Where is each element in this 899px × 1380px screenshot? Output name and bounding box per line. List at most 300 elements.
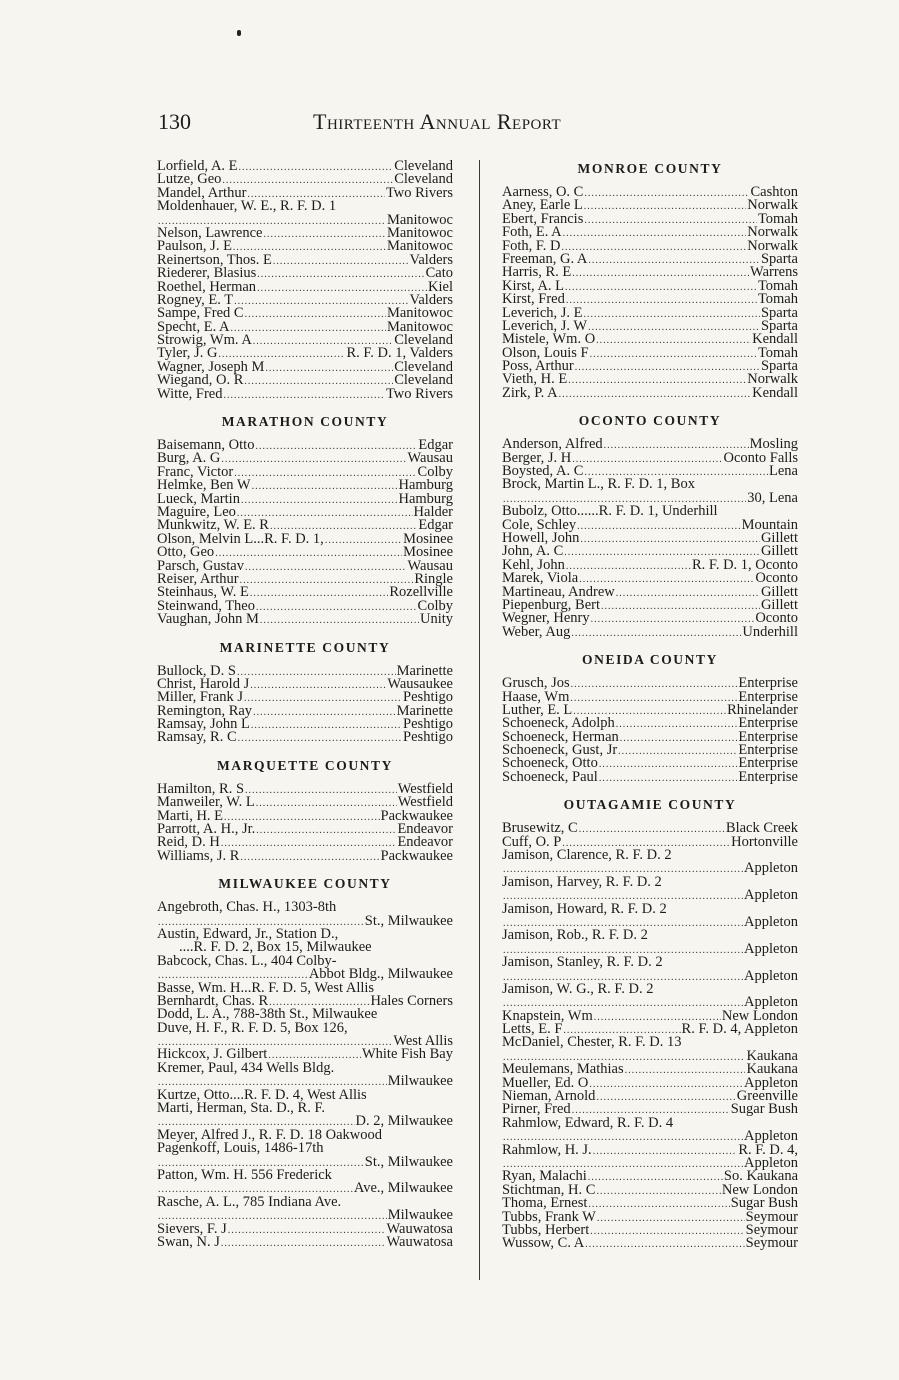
member-town: Kendall	[752, 331, 798, 348]
member-town: Enterprise	[738, 688, 798, 705]
member-town: Packwaukee	[380, 807, 453, 824]
member-town: Edgar	[418, 437, 453, 454]
member-name: Pirner, Fred	[502, 1101, 571, 1118]
leader-dots	[238, 732, 402, 745]
member-name: Leverich, J. E	[502, 304, 583, 321]
member-entry	[157, 847, 453, 864]
member-name: Knapstein, Wm	[502, 1007, 593, 1024]
leader-dots	[584, 308, 760, 321]
member-name: Stichtman, H. C	[502, 1181, 596, 1198]
member-town: Tomah	[757, 344, 798, 361]
county-section	[157, 413, 453, 626]
member-entry	[502, 768, 798, 785]
member-name: Steinwand, Theo	[157, 597, 255, 614]
member-town: Underhill	[742, 623, 798, 640]
member-name: Dodd, L. A., 788-38th St., Milwaukee	[157, 1006, 378, 1023]
member-town: D. 2, Milwaukee	[355, 1113, 453, 1130]
leader-dots	[244, 375, 393, 388]
member-town: Appleton	[744, 940, 798, 957]
leader-dots	[571, 627, 741, 640]
member-name: Reiser, Arthur	[157, 570, 239, 587]
member-name: Harris, R. E	[502, 264, 572, 281]
member-town: Mosinee	[403, 530, 453, 547]
member-name: Grusch, Jos	[502, 675, 570, 692]
member-town: Hamburg	[398, 490, 453, 507]
member-name: Specht, E. A	[157, 318, 230, 335]
leader-dots	[222, 174, 393, 187]
member-town: Valders	[409, 251, 453, 268]
leader-dots	[572, 267, 749, 280]
member-town: Appleton	[744, 1074, 798, 1091]
member-town: St., Milwaukee	[364, 1153, 453, 1170]
member-town: Norwalk	[747, 197, 798, 214]
member-town: Peshtigo	[403, 729, 453, 746]
member-town: Rozellville	[389, 584, 453, 601]
member-town: Tomah	[757, 210, 798, 227]
leader-dots	[221, 837, 397, 850]
member-name: Wegner, Henry	[502, 610, 590, 627]
member-town: New London	[721, 1181, 798, 1198]
county-heading: OUTAGAMIE COUNTY	[563, 797, 737, 813]
member-name: Meyer, Alfred J., R. F. D. 18 Oakwood	[157, 1126, 382, 1143]
member-name: Christ, Harold J	[157, 675, 250, 692]
member-name: Marti, Herman, Sta. D., R. F.	[157, 1100, 325, 1117]
member-town: Two Rivers	[385, 385, 453, 402]
member-town: Manitowoc	[386, 318, 453, 335]
leader-dots	[223, 389, 384, 402]
leader-dots	[559, 388, 752, 401]
leader-dots	[577, 520, 741, 533]
member-town: Halder	[413, 503, 453, 520]
member-name: Wussow, C. A	[502, 1235, 585, 1252]
member-name: Remington, Ray	[157, 702, 253, 719]
leader-dots	[234, 295, 408, 308]
member-name: Lorfield, A. E	[157, 158, 238, 174]
leader-dots	[252, 480, 398, 493]
member-name: Burg, A. G	[157, 450, 221, 467]
leader-dots	[599, 758, 738, 771]
member-town: Hortonville	[731, 833, 798, 850]
leader-dots	[245, 561, 406, 574]
member-name: Olson, Melvin L...R. F. D. 1,	[157, 530, 324, 547]
leader-dots	[591, 613, 755, 626]
member-name: Miller, Frank J	[157, 689, 244, 706]
member-name: Angebroth, Chas. H., 1303-8th	[157, 899, 337, 916]
member-town: Cleveland	[394, 358, 453, 375]
member-name: Schoeneck, Gust, Jr	[502, 742, 618, 759]
member-town: Wauwatosa	[386, 1220, 453, 1237]
member-town: Greenville	[736, 1088, 798, 1105]
leader-dots	[616, 587, 760, 600]
member-name: Otto, Geo	[157, 544, 215, 561]
member-town: Lena	[769, 463, 798, 480]
leader-dots	[584, 200, 746, 213]
member-entry	[502, 1237, 798, 1250]
leader-dots	[228, 1224, 386, 1237]
member-town: Norwalk	[747, 371, 798, 388]
page-header	[158, 109, 658, 139]
member-town: Appleton	[744, 1155, 798, 1171]
member-name: Jamison, W. G., R. F. D. 2	[502, 980, 654, 997]
member-town: Cato	[425, 265, 453, 282]
column-divider	[479, 160, 480, 1280]
leader-dots	[584, 187, 749, 200]
county-section	[502, 160, 798, 400]
member-name: ....R. F. D. 2, Box 15, Milwaukee	[179, 939, 372, 956]
member-name: Franc, Victor	[157, 463, 234, 480]
leader-dots	[618, 745, 737, 758]
member-town: Endeavor	[397, 834, 453, 851]
leader-dots	[597, 1212, 745, 1225]
leader-dots	[250, 587, 389, 600]
leader-dots	[221, 453, 406, 466]
member-town: Oconto Falls	[723, 449, 798, 466]
member-town: Edgar	[418, 517, 453, 534]
leader-dots	[566, 560, 691, 573]
member-name: Williams, J. R	[157, 847, 240, 864]
leader-dots	[561, 241, 746, 254]
member-name: Patton, Wm. H. 556 Frederick	[157, 1167, 332, 1183]
member-name: Wagner, Joseph M	[157, 358, 265, 375]
member-name: Schoeneck, Herman	[502, 728, 619, 745]
member-town: Westfield	[397, 780, 453, 797]
member-town: Valders	[409, 291, 453, 308]
member-name: Tubbs, Herbert	[502, 1221, 590, 1238]
member-town: Colby	[417, 463, 453, 480]
leader-dots	[596, 1091, 735, 1104]
member-town: Sparta	[760, 304, 798, 321]
member-name: Duve, H. F., R. F. D. 5, Box 126,	[157, 1019, 348, 1036]
member-name: Schoeneck, Paul	[502, 768, 598, 785]
member-name: Strowig, Wm. A	[157, 332, 252, 349]
leader-dots	[251, 719, 402, 732]
member-name: Brock, Martin L., R. F. D. 1, Box	[502, 476, 695, 493]
member-town: Marinette	[396, 662, 453, 679]
county-heading: OCONTO COUNTY	[578, 413, 722, 429]
member-town: Sugar Bush	[730, 1195, 798, 1212]
member-name: Letts, E. F	[502, 1021, 563, 1038]
member-name: Schoeneck, Adolph	[502, 715, 615, 732]
member-town: Enterprise	[738, 742, 798, 759]
member-name: Moldenhauer, W. E., R. F. D. 1	[157, 198, 337, 215]
leader-dots	[245, 308, 386, 321]
member-town: Manitowoc	[386, 238, 453, 255]
member-entry	[157, 731, 453, 744]
county-section	[157, 160, 453, 401]
leader-dots	[596, 334, 751, 347]
member-name: Hickcox, J. Gilbert	[157, 1046, 268, 1063]
member-town: Packwaukee	[380, 847, 453, 864]
member-town: Manitowoc	[386, 224, 453, 241]
member-town: Cleveland	[394, 158, 453, 174]
member-name: Bubolz, Otto......R. F. D. 1, Underhill	[502, 503, 718, 520]
member-name: Roethel, Herman	[157, 278, 257, 295]
member-name: Piepenburg, Bert	[502, 596, 600, 613]
member-town: Manitowoc	[386, 305, 453, 322]
member-name: Aney, Earle L	[502, 197, 583, 214]
member-name: Jamison, Clarence, R. F. D. 2	[502, 847, 672, 864]
leader-dots	[257, 282, 427, 295]
leader-dots	[589, 1078, 743, 1091]
county-section	[502, 412, 798, 639]
leader-dots	[273, 255, 409, 268]
leader-dots	[255, 440, 417, 453]
member-town: Wausau	[407, 557, 453, 574]
member-town: Cleveland	[394, 372, 453, 389]
county-section	[157, 757, 453, 863]
member-name: Bullock, D. S	[157, 662, 236, 679]
member-name: Riederer, Blasius	[157, 265, 257, 282]
county-heading: ONEIDA COUNTY	[582, 652, 718, 668]
member-town: Cleveland	[394, 171, 453, 188]
leader-dots	[257, 268, 424, 281]
member-town: Wauwatosa	[386, 1233, 453, 1250]
member-town: Kaukana	[746, 1047, 798, 1064]
county-heading: MARINETTE COUNTY	[219, 639, 391, 655]
leader-dots	[588, 1198, 729, 1211]
member-name: Nieman, Arnold	[502, 1088, 596, 1105]
member-name: Jamison, Howard, R. F. D. 2	[502, 900, 667, 917]
member-town: Manitowoc	[386, 211, 453, 228]
leader-dots	[570, 692, 737, 705]
member-name: Berger, J. H	[502, 449, 572, 466]
leader-dots	[580, 533, 760, 546]
member-name: Witte, Fred	[157, 385, 223, 402]
member-town: Tomah	[757, 277, 798, 294]
left-column	[157, 160, 453, 1249]
member-town: White Fish Bay	[361, 1046, 453, 1063]
member-name: John, A. C	[502, 543, 564, 560]
member-name: Austin, Edward, Jr., Station D.,	[157, 925, 339, 942]
member-town: R. F. D. 1, Oconto	[692, 556, 798, 573]
leader-dots	[601, 600, 760, 613]
member-town: Enterprise	[738, 768, 798, 785]
member-name: Mandel, Arthur	[157, 184, 247, 201]
leader-dots	[568, 374, 746, 387]
member-name: Jamison, Harvey, R. F. D. 2	[502, 873, 662, 890]
leader-dots	[240, 851, 379, 864]
member-town: Mosling	[749, 436, 798, 453]
member-town: Norwalk	[747, 237, 798, 254]
member-name: Zirk, P. A	[502, 384, 558, 401]
member-entry	[157, 385, 453, 402]
member-name: Manweiler, W. L	[157, 794, 255, 811]
member-name: Lueck, Martin	[157, 490, 240, 507]
member-town: Kaukana	[746, 1061, 798, 1078]
member-name: Ryan, Malachi	[502, 1168, 587, 1185]
member-town: Seymour	[745, 1208, 798, 1225]
leader-dots	[599, 772, 738, 785]
member-name: Boysted, A. C	[502, 463, 584, 480]
member-town: Rhinelander	[727, 701, 798, 718]
member-town: Appleton	[744, 913, 798, 930]
member-name: Haase, Wm	[502, 688, 570, 705]
member-town: Enterprise	[738, 755, 798, 772]
member-name: Ramsay, R. C	[157, 729, 237, 746]
member-town: Appleton	[744, 994, 798, 1011]
page-number: 130	[158, 109, 191, 134]
member-name: Sievers, F. J	[157, 1220, 227, 1237]
member-name: Howell, John	[502, 529, 580, 546]
member-town: Cleveland	[394, 332, 453, 349]
leader-dots	[563, 227, 747, 240]
leader-dots	[616, 718, 738, 731]
member-town: Black Creek	[725, 820, 798, 837]
member-town: Gillett	[760, 596, 798, 613]
member-name: Bernhardt, Chas. R	[157, 992, 269, 1009]
member-name: Helmke, Ben W	[157, 477, 251, 494]
member-name: Olson, Louis F	[502, 344, 589, 361]
member-town: Endeavor	[397, 821, 453, 838]
county-section	[157, 875, 453, 1249]
member-name: Foth, F. D	[502, 237, 561, 254]
county-section	[502, 796, 798, 1251]
member-name: Ramsay, John L	[157, 716, 250, 733]
ink-dot	[237, 30, 241, 36]
right-column	[502, 160, 798, 1251]
leader-dots	[590, 348, 757, 361]
member-town: New London	[721, 1007, 798, 1024]
member-town: 30, Lena	[747, 489, 798, 506]
member-town: Sparta	[760, 358, 798, 375]
member-name: Cuff, O. P	[502, 833, 562, 850]
leader-dots	[588, 254, 760, 267]
member-name: Foth, E. A	[502, 224, 562, 241]
member-town: Oconto	[755, 570, 798, 587]
member-town: Seymour	[745, 1221, 798, 1238]
leader-dots	[575, 361, 760, 374]
member-town: Sugar Bush	[730, 1101, 798, 1118]
member-town: Sparta	[760, 317, 798, 334]
member-name: Martineau, Andrew	[502, 583, 615, 600]
member-name: Kremer, Paul, 434 Wells Bldg.	[157, 1059, 335, 1076]
member-name: Anderson, Alfred	[502, 436, 603, 453]
member-name: Nelson, Lawrence	[157, 224, 263, 241]
member-name: Luther, E. L	[502, 701, 573, 718]
member-name: Rahmlow, Edward, R. F. D. 4	[502, 1114, 674, 1131]
member-town: R. F. D. 4, Appleton	[681, 1021, 798, 1038]
member-town: Ringle	[414, 570, 453, 587]
member-name: Jamison, Stanley, R. F. D. 2	[502, 954, 663, 971]
leader-dots	[263, 228, 385, 241]
member-name: Cole, Schley	[502, 516, 577, 533]
leader-dots	[625, 1064, 746, 1077]
member-name: Vaughan, John M	[157, 611, 259, 628]
member-name: Rogney, E. T	[157, 291, 234, 308]
member-entry	[157, 1233, 453, 1250]
member-name: Marti, H. E	[157, 807, 224, 824]
member-town: Hales Corners	[370, 992, 453, 1009]
member-name: Leverich, J. W	[502, 317, 588, 334]
member-name: Marek, Viola	[502, 570, 579, 587]
member-town: West Allis	[393, 1033, 453, 1050]
member-name: Meulemans, Mathias	[502, 1061, 624, 1078]
member-name: Pagenkoff, Louis, 1486-17th	[157, 1140, 324, 1157]
member-name: Poss, Arthur	[502, 358, 574, 375]
member-town: Wausaukee	[387, 675, 453, 692]
leader-dots	[260, 614, 419, 627]
member-town: Hamburg	[398, 477, 453, 494]
member-town: Colby	[417, 597, 453, 614]
member-name: Thoma, Ernest	[502, 1195, 588, 1212]
member-town: Ave., Milwaukee	[353, 1180, 453, 1197]
member-name: Steinhaus, W. E	[157, 584, 249, 601]
member-name: Parsch, Gustav	[157, 557, 244, 574]
county-heading: MARATHON COUNTY	[221, 414, 389, 430]
leader-dots	[231, 322, 386, 335]
member-name: Rasche, A. L., 785 Indiana Ave.	[157, 1193, 342, 1210]
member-town: Kendall	[752, 384, 798, 401]
leader-dots	[325, 534, 402, 547]
member-town: Unity	[419, 611, 453, 628]
member-town: Abbot Bldg., Milwaukee	[308, 966, 453, 983]
member-town: Mosinee	[403, 544, 453, 561]
member-name: Jamison, Rob., R. F. D. 2	[502, 927, 648, 944]
member-name: Mistele, Wm. O	[502, 331, 596, 348]
member-town: Tomah	[757, 291, 798, 308]
leader-dots	[585, 1238, 744, 1251]
member-town: Marinette	[396, 702, 453, 719]
leader-dots	[256, 601, 417, 614]
member-town: Gillett	[760, 543, 798, 560]
leader-dots	[620, 732, 738, 745]
leader-dots	[240, 574, 414, 587]
member-town: Warrens	[750, 264, 798, 281]
leader-dots	[250, 679, 386, 692]
member-town: St., Milwaukee	[364, 912, 453, 929]
member-name: Reid, D. H	[157, 834, 220, 851]
member-name: Schoeneck, Otto	[502, 755, 598, 772]
member-town: Westfield	[397, 794, 453, 811]
leader-dots	[241, 494, 398, 507]
leader-dots	[256, 824, 396, 837]
leader-dots	[234, 467, 416, 480]
member-name: Lutze, Geo	[157, 171, 222, 188]
county-heading: MILWAUKEE COUNTY	[218, 876, 392, 892]
member-name: Kirst, A. L	[502, 277, 565, 294]
member-town: Sparta	[760, 250, 798, 267]
member-town: Milwaukee	[387, 1073, 453, 1090]
leader-dots	[593, 1145, 738, 1158]
leader-dots	[588, 321, 760, 334]
member-name: Rahmlow, H. J.	[502, 1141, 592, 1158]
member-name: Tubbs, Frank W	[502, 1208, 596, 1225]
member-name: Swan, N. J	[157, 1233, 220, 1250]
leader-dots	[572, 453, 722, 466]
member-town: Oconto	[755, 610, 798, 627]
member-name: Reinertson, Thos. E	[157, 251, 272, 268]
member-name: Parrott, A. H., Jr.	[157, 821, 256, 838]
member-town: So. Kaukana	[723, 1168, 798, 1185]
member-name: Babcock, Chas. L., 404 Colby-	[157, 952, 337, 969]
member-town: Milwaukee	[387, 1207, 453, 1224]
leader-dots	[221, 1237, 386, 1250]
county-section	[502, 651, 798, 784]
leader-dots	[590, 1225, 744, 1238]
member-name: Paulson, J. E	[157, 238, 232, 255]
county-heading: MONROE COUNTY	[577, 161, 723, 176]
member-name: Sampe, Fred C	[157, 305, 244, 322]
member-name: Hamilton, R. S	[157, 780, 245, 797]
member-name: McDaniel, Chester, R. F. D. 13	[502, 1034, 682, 1051]
member-name: Maguire, Leo	[157, 503, 236, 520]
member-town: Appleton	[744, 967, 798, 984]
member-town: Peshtigo	[403, 689, 453, 706]
leader-dots	[245, 784, 397, 797]
member-name: Wiegand, O. R	[157, 372, 244, 389]
member-town: R. F. D. 1, Valders	[346, 345, 453, 362]
member-town: Appleton	[744, 1128, 798, 1145]
